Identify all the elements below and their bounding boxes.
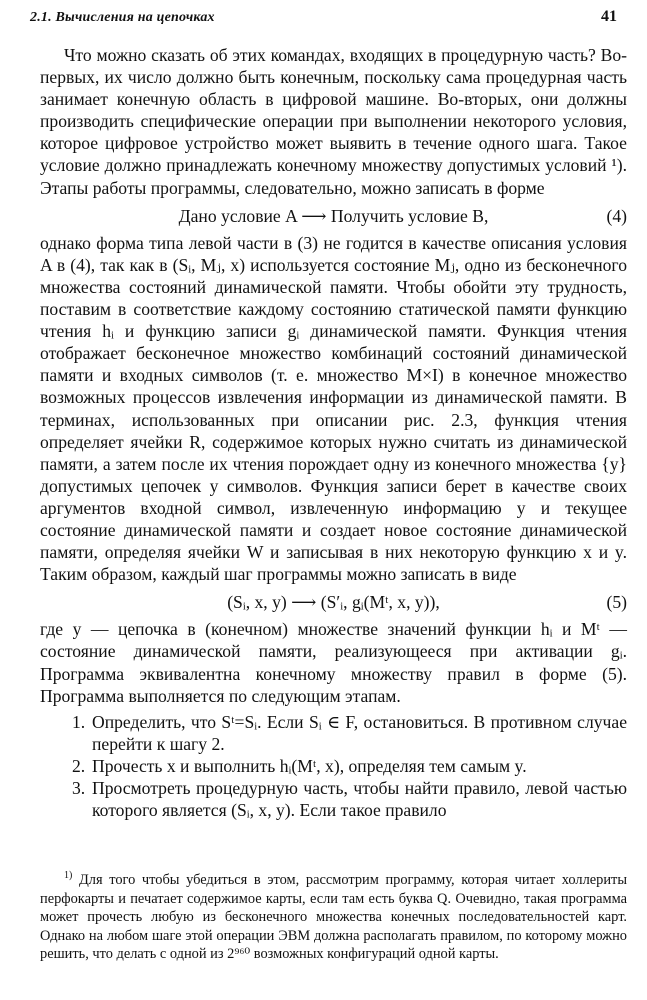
- formula-5: [40, 591, 627, 613]
- paragraph-1: Что можно сказать об этих командах, входящих в процедурную часть? Во-первых, их число должно быть конечным, поскольку сама процедурная часть занимает конечную область в цифровой машине. Во-вторых, они должны производить специфические операции при выполнении некоторого условия, которое цифровое устройство может выявить в течение одного шага. Такое условие должно принадлежать конечному множеству допустимых условий ¹). Этапы работы программы, следовательно, можно записать в форме: [40, 45, 627, 198]
- page-header: [30, 8, 617, 26]
- list-item: [40, 755, 627, 777]
- formula-5-text: (Sᵢ, x, y) ⟶ (S′ᵢ, gᵢ(Mᵗ, x, y)),: [227, 592, 440, 613]
- step-text: Прочесть x и выполнить hᵢ(Mᵗ, x), определяя тем самым y.: [92, 755, 527, 776]
- footnote-mark: 1): [64, 870, 73, 882]
- formula-5-number: (5): [606, 592, 627, 613]
- paragraph-3: где y — цепочка в (конечном) множестве значений функции hᵢ и Mᵗ — состояние динамической памяти, реализующееся при активации gᵢ. Программа эквивалентна конечному множеству правил в форме (5). Программа выполняется по следующим этапам.: [40, 619, 627, 706]
- paragraph-2: однако форма типа левой части в (3) не годится в качестве описания условия A в (4), так как в (Sᵢ, Mⱼ, x) используется состояние Mⱼ, одно из бесконечного множества состояний динамической памяти. Чтобы обойти эту трудность, поставим в соответствие каждому состоянию статической памяти функцию чтения hᵢ и функцию записи gᵢ динамической памяти. Функция чтения отображает бесконечное множество комбинаций состояний динамической памяти и входных символов (т. е. множество M×I) в конечное множество возможных процессов извлечения информации из динамической памяти. В терминах, использованных при описании рис. 2.3, функция чтения определяет ячейки R, содержимое которых нужно считать из динамической памяти, а затем после их чтения порождает одну из конечного множества {y} допустимых цепочек y символов. Функция записи берет в качестве своих аргументов входной символ, извлеченную информацию y и текущее состояние динамической памяти и создает новое состояние динамической памяти, определяя ячейки W и записывая в них некоторую функцию x и y. Таким образом, каждый шаг программы можно записать в виде: [40, 232, 627, 585]
- running-head: 2.1. Вычисления на цепочках: [30, 10, 215, 25]
- step-text: Просмотреть процедурную часть, чтобы найти правило, левой частью которого является (Sᵢ, x, y). Если такое правило: [92, 778, 627, 821]
- page-body: [40, 44, 627, 821]
- page-number: 41: [601, 8, 617, 25]
- step-number: 3.: [72, 778, 86, 798]
- step-text: Определить, что Sᵗ=Sᵢ. Если Sᵢ ∈ F, остановиться. В противном случае перейти к шагу 2.: [92, 711, 627, 754]
- footnote-text: Для того чтобы убедиться в этом, рассмотрим программу, которая читает холлериты перфокарты и печатает содержимое карты, если там есть буква Q. Очевидно, такая программа может прочесть любую из бесконечного множества конечных последовательностей карт. Однако на любом шаге этой операции ЭВМ должна располагать правилом, по которому можно решить, что делать с одной из 2⁹⁶⁰ возможных конфигураций одной карты.: [40, 872, 627, 963]
- list-item: [40, 777, 627, 821]
- list-item: [40, 711, 627, 755]
- formula-4: [40, 205, 627, 227]
- formula-4-text: Дано условие A ⟶ Получить условие B,: [178, 205, 489, 226]
- steps-list: [40, 711, 627, 821]
- footnote-paragraph: [40, 871, 627, 964]
- formula-4-number: (4): [606, 205, 627, 226]
- step-number: 1.: [72, 711, 86, 732]
- step-number: 2.: [72, 755, 86, 776]
- footnote: [40, 871, 627, 964]
